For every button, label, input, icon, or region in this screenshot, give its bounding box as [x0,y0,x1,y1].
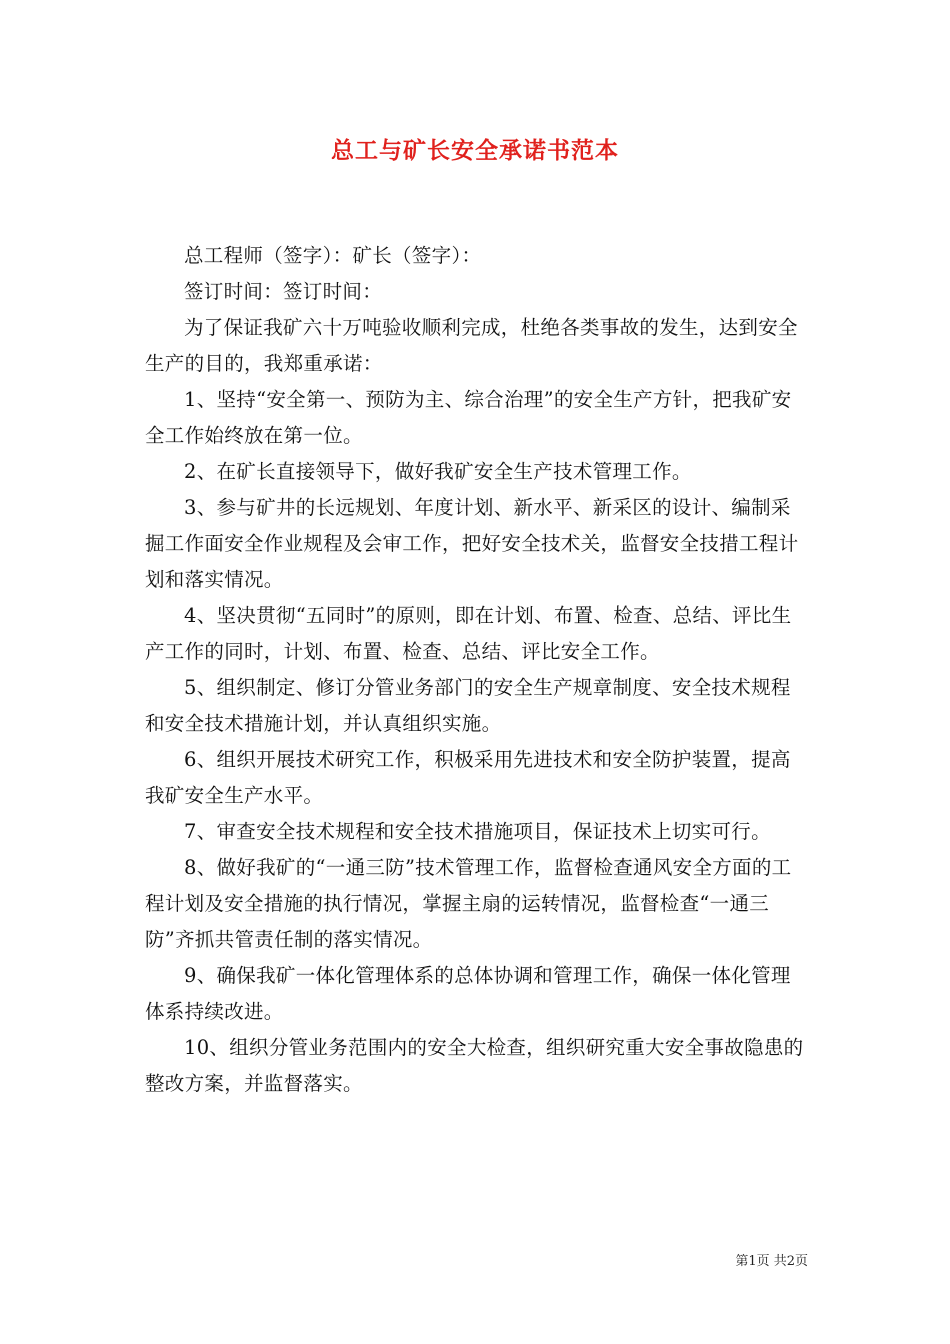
document-title: 总工与矿长安全承诺书范本 [331,137,619,164]
intro-paragraph: 为了保证我矿六十万吨验收顺利完成，杜绝各类事故的发生，达到安全生产的目的，我郑重承诺： [145,316,798,375]
commitment-item-7: 7、审查安全技术规程和安全技术措施项目，保证技术上切实可行。 [184,820,771,843]
commitment-item-5: 5、组织制定、修订分管业务部门的安全生产规章制度、安全技术规程和安全技术措施计划，并认真组织实施。 [145,676,791,735]
commitment-item-4: 4、坚决贯彻“五同时”的原则，即在计划、布置、检查、总结、评比生产工作的同时，计划、布置、检查、总结、评比安全工作。 [145,604,792,663]
commitment-item-1: 1、坚持“安全第一、预防为主、综合治理”的安全生产方针，把我矿安全工作始终放在第一位。 [145,388,792,447]
page-number: 第1页 共2页 [735,1254,808,1269]
commitment-item-6: 6、组织开展技术研究工作，积极采用先进技术和安全防护装置，提高我矿安全生产水平。 [145,748,791,807]
commitment-item-2: 2、在矿长直接领导下，做好我矿安全生产技术管理工作。 [184,460,692,483]
commitment-item-8: 8、做好我矿的“一通三防”技术管理工作，监督检查通风安全方面的工程计划及安全措施的执行情况，掌握主扇的运转情况，监督检查“一通三防”齐抓共管责任制的落实情况。 [145,856,792,951]
commitment-item-9: 9、确保我矿一体化管理体系的总体协调和管理工作，确保一体化管理体系持续改进。 [145,964,791,1023]
document-body [145,238,810,1102]
commitment-item-10: 10、组织分管业务范围内的安全大检查，组织研究重大安全事故隐患的整改方案，并监督落实。 [145,1036,804,1095]
date-line: 签订时间：签订时间： [184,280,383,303]
commitment-item-3: 3、参与矿井的长远规划、年度计划、新水平、新采区的设计、编制采掘工作面安全作业规程及会审工作，把好安全技术关，监督安全技措工程计划和落实情况。 [145,496,799,591]
signature-line: 总工程师（签字）：矿长（签字）： [184,244,482,267]
